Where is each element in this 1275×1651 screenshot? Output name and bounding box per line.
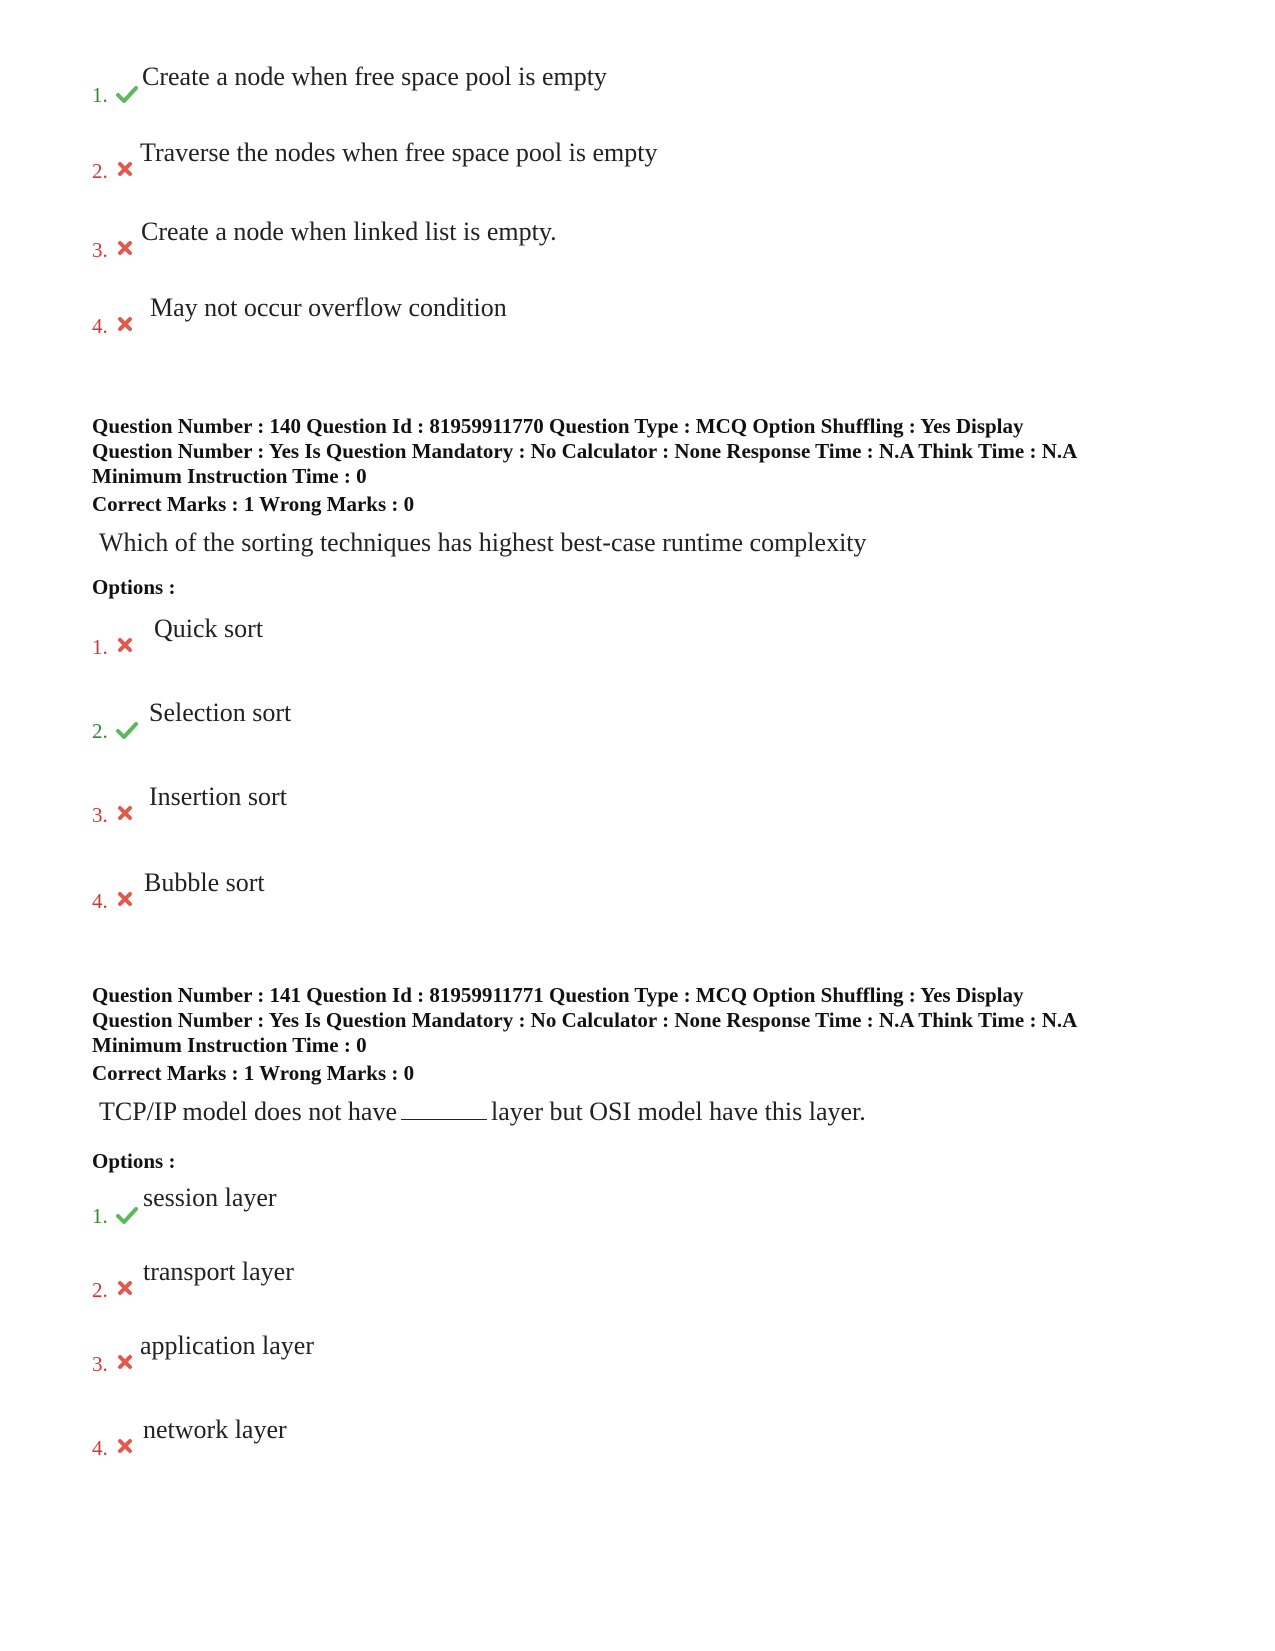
cross-icon (116, 1279, 138, 1299)
option-item (92, 782, 1092, 827)
option-text: network layer (143, 1415, 287, 1444)
meta-line: Minimum Instruction Time : 0 (92, 464, 367, 488)
cross-icon (116, 1353, 138, 1373)
option-item (92, 1415, 1092, 1460)
check-icon (116, 84, 138, 104)
option-number: 3. (92, 1352, 108, 1376)
option-item (92, 1331, 1092, 1376)
option-item (92, 62, 1092, 107)
meta-line: Question Number : 141 Question Id : 81959911771 Question Type : MCQ Option Shuffling : Yes Display (92, 983, 1024, 1007)
option-number: 2. (92, 719, 108, 743)
cross-icon (116, 636, 138, 656)
option-item (92, 868, 1092, 913)
cross-icon (116, 315, 138, 335)
question-text-after: layer but OSI model have this layer. (491, 1097, 866, 1126)
cross-icon (116, 239, 138, 259)
meta-line: Question Number : Yes Is Question Mandatory : No Calculator : None Response Time : N.A Think Time : N.A (92, 1008, 1078, 1032)
option-text: Quick sort (154, 614, 264, 643)
question-meta (92, 983, 1212, 1058)
question-text: Which of the sorting techniques has highest best-case runtime complexity (99, 528, 867, 557)
question-text-before: TCP/IP model does not have (99, 1097, 398, 1126)
check-icon (116, 1205, 138, 1225)
option-text: application layer (140, 1331, 314, 1360)
check-icon (116, 720, 138, 740)
option-number: 1. (92, 1204, 108, 1228)
option-text: Create a node when linked list is empty. (141, 217, 557, 246)
cross-icon (116, 1437, 138, 1457)
option-text: session layer (143, 1183, 277, 1212)
option-number: 4. (92, 889, 108, 913)
meta-line: Question Number : 140 Question Id : 81959911770 Question Type : MCQ Option Shuffling : Yes Display (92, 414, 1024, 438)
question-text (99, 1099, 866, 1125)
options-label: Options : (92, 575, 176, 599)
cross-icon (116, 160, 138, 180)
cross-icon (116, 804, 138, 824)
option-item (92, 138, 1092, 183)
option-number: 1. (92, 83, 108, 107)
option-number: 1. (92, 635, 108, 659)
option-item (92, 293, 1092, 338)
option-item (92, 217, 1092, 262)
option-text: Create a node when free space pool is empty (142, 62, 607, 91)
option-number: 3. (92, 238, 108, 262)
option-number: 3. (92, 803, 108, 827)
option-number: 4. (92, 1436, 108, 1460)
question-meta (92, 414, 1212, 489)
option-text: Selection sort (149, 698, 292, 727)
option-item (92, 1183, 1092, 1228)
cross-icon (116, 890, 138, 910)
option-number: 2. (92, 159, 108, 183)
option-item (92, 698, 1092, 743)
option-text: transport layer (143, 1257, 294, 1286)
question-marks: Correct Marks : 1 Wrong Marks : 0 (92, 1061, 415, 1085)
option-text: May not occur overflow condition (150, 293, 507, 322)
meta-line: Minimum Instruction Time : 0 (92, 1033, 367, 1057)
option-text: Traverse the nodes when free space pool is empty (140, 138, 658, 167)
meta-line: Question Number : Yes Is Question Mandatory : No Calculator : None Response Time : N.A Think Time : N.A (92, 439, 1078, 463)
option-text: Insertion sort (149, 782, 287, 811)
option-item (92, 614, 1092, 659)
option-text: Bubble sort (144, 868, 265, 897)
fill-in-blank (401, 1099, 487, 1120)
option-item (92, 1257, 1092, 1302)
option-number: 4. (92, 314, 108, 338)
options-label: Options : (92, 1149, 176, 1173)
question-marks: Correct Marks : 1 Wrong Marks : 0 (92, 492, 415, 516)
option-number: 2. (92, 1278, 108, 1302)
